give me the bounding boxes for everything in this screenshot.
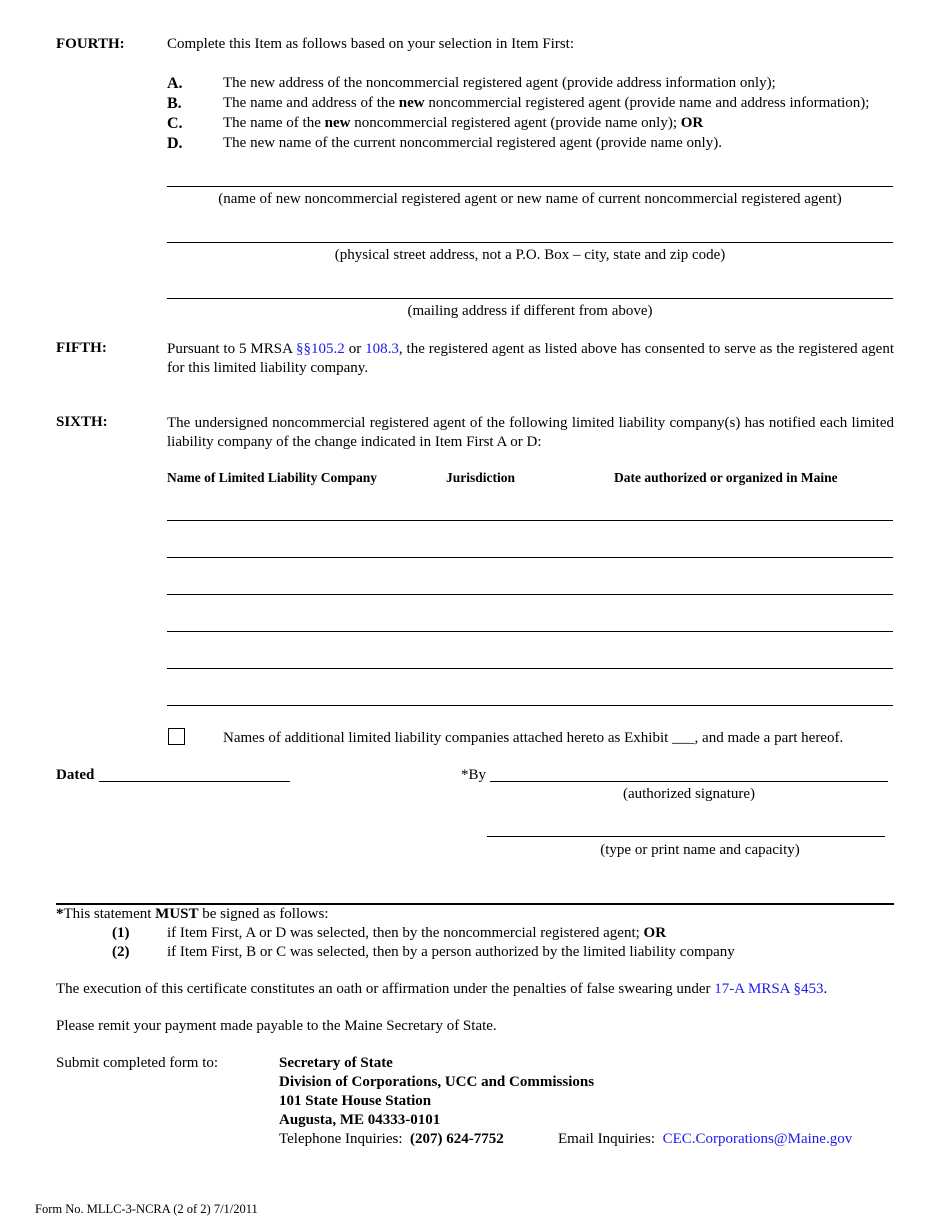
option-text-a: The new address of the noncommercial registered agent (provide address information only); — [223, 75, 776, 91]
email-inquiries: Email Inquiries: CEC.Corporations@Maine.gov — [558, 1131, 853, 1147]
agent-name-caption: (name of new noncommercial registered agent or new name of current noncommercial registered agent) — [218, 191, 842, 207]
option-text-c: The name of the new noncommercial registered agent (provide name only); OR — [223, 115, 704, 131]
submit-label: Submit completed form to: — [56, 1055, 219, 1071]
fourth-intro: Complete this Item as follows based on your selection in Item First: — [167, 36, 575, 52]
col-date-authorized: Date authorized or organized in Maine — [614, 470, 838, 485]
remit-text: Please remit your payment made payable to the Maine Secretary of State. — [56, 1018, 497, 1034]
company-entry-line[interactable] — [167, 631, 893, 632]
option-letter-b: B. — [167, 95, 182, 112]
dated-line[interactable] — [99, 781, 290, 782]
option-letter-d: D. — [167, 135, 183, 152]
additional-companies-text: Names of additional limited liability companies attached hereto as Exhibit ___, and made a part hereof. — [223, 730, 844, 746]
footnote-num-2: (2) — [112, 944, 130, 960]
telephone-inquiries: Telephone Inquiries: (207) 624-7752 — [279, 1131, 504, 1147]
address-line-4: Augusta, ME 04333-0101 — [279, 1112, 441, 1128]
dated-label: Dated — [56, 767, 95, 783]
company-entry-line[interactable] — [167, 520, 893, 521]
mrsa-453-link[interactable]: 17-A MRSA §453 — [714, 981, 824, 997]
physical-address-caption: (physical street address, not a P.O. Box – city, state and zip code) — [334, 247, 726, 263]
oath-text: The execution of this certificate constitutes an oath or affirmation under the penalties of false swearing under 17-A MRSA §453. — [56, 981, 828, 997]
footnote-num-1: (1) — [112, 925, 130, 941]
option-text-d: The new name of the current noncommercial registered agent (provide name only). — [223, 135, 722, 151]
by-label: *By — [461, 767, 487, 783]
company-entry-line[interactable] — [167, 705, 893, 706]
sixth-text: The undersigned noncommercial registered agent of the following limited liability company(s) has notified each limited liability company of the change indicated in Item First A or D: — [167, 415, 894, 450]
option-letter-a: A. — [167, 75, 183, 92]
form-number: Form No. MLLC-3-NCRA (2 of 2) 7/1/2011 — [35, 1202, 258, 1216]
footnote-item-2: if Item First, B or C was selected, then by a person authorized by the limited liability company — [167, 944, 735, 960]
option-letter-c: C. — [167, 115, 183, 132]
agent-name-line[interactable] — [167, 186, 893, 187]
footnote-item-1: if Item First, A or D was selected, then by the noncommercial registered agent; OR — [167, 925, 667, 941]
option-text-b: The name and address of the new noncommercial registered agent (provide name and address information); — [223, 95, 870, 111]
signature-caption: (authorized signature) — [622, 786, 756, 802]
sixth-label: SIXTH: — [56, 414, 108, 430]
printed-name-caption: (type or print name and capacity) — [600, 842, 800, 858]
address-line-1: Secretary of State — [279, 1055, 393, 1071]
mrsa-108-link[interactable]: 108.3 — [365, 341, 399, 357]
address-line-2: Division of Corporations, UCC and Commissions — [279, 1074, 595, 1090]
additional-companies-checkbox[interactable] — [168, 728, 185, 745]
signature-line[interactable] — [490, 781, 888, 782]
col-jurisdiction: Jurisdiction — [446, 470, 516, 485]
printed-name-line[interactable] — [487, 836, 885, 837]
phone-number: (207) 624-7752 — [410, 1131, 504, 1147]
mailing-address-caption: (mailing address if different from above) — [407, 303, 653, 319]
mrsa-105-link[interactable]: §§105.2 — [296, 341, 345, 357]
fifth-text: Pursuant to 5 MRSA §§105.2 or 108.3, the registered agent as listed above has consented to serve as the registered agent for this limited liability company. — [167, 341, 895, 376]
col-company-name: Name of Limited Liability Company — [167, 470, 378, 485]
company-entry-line[interactable] — [167, 594, 893, 595]
fifth-label: FIFTH: — [56, 340, 107, 356]
address-line-3: 101 State House Station — [279, 1093, 432, 1109]
footnote-heading: *This statement MUST be signed as follows: — [56, 906, 329, 922]
fourth-label: FOURTH: — [56, 36, 125, 52]
company-entry-line[interactable] — [167, 668, 893, 669]
footnote-divider — [56, 903, 894, 905]
mailing-address-line[interactable] — [167, 298, 893, 299]
physical-address-line[interactable] — [167, 242, 893, 243]
company-entry-line[interactable] — [167, 557, 893, 558]
email-link[interactable]: CEC.Corporations@Maine.gov — [662, 1131, 853, 1147]
